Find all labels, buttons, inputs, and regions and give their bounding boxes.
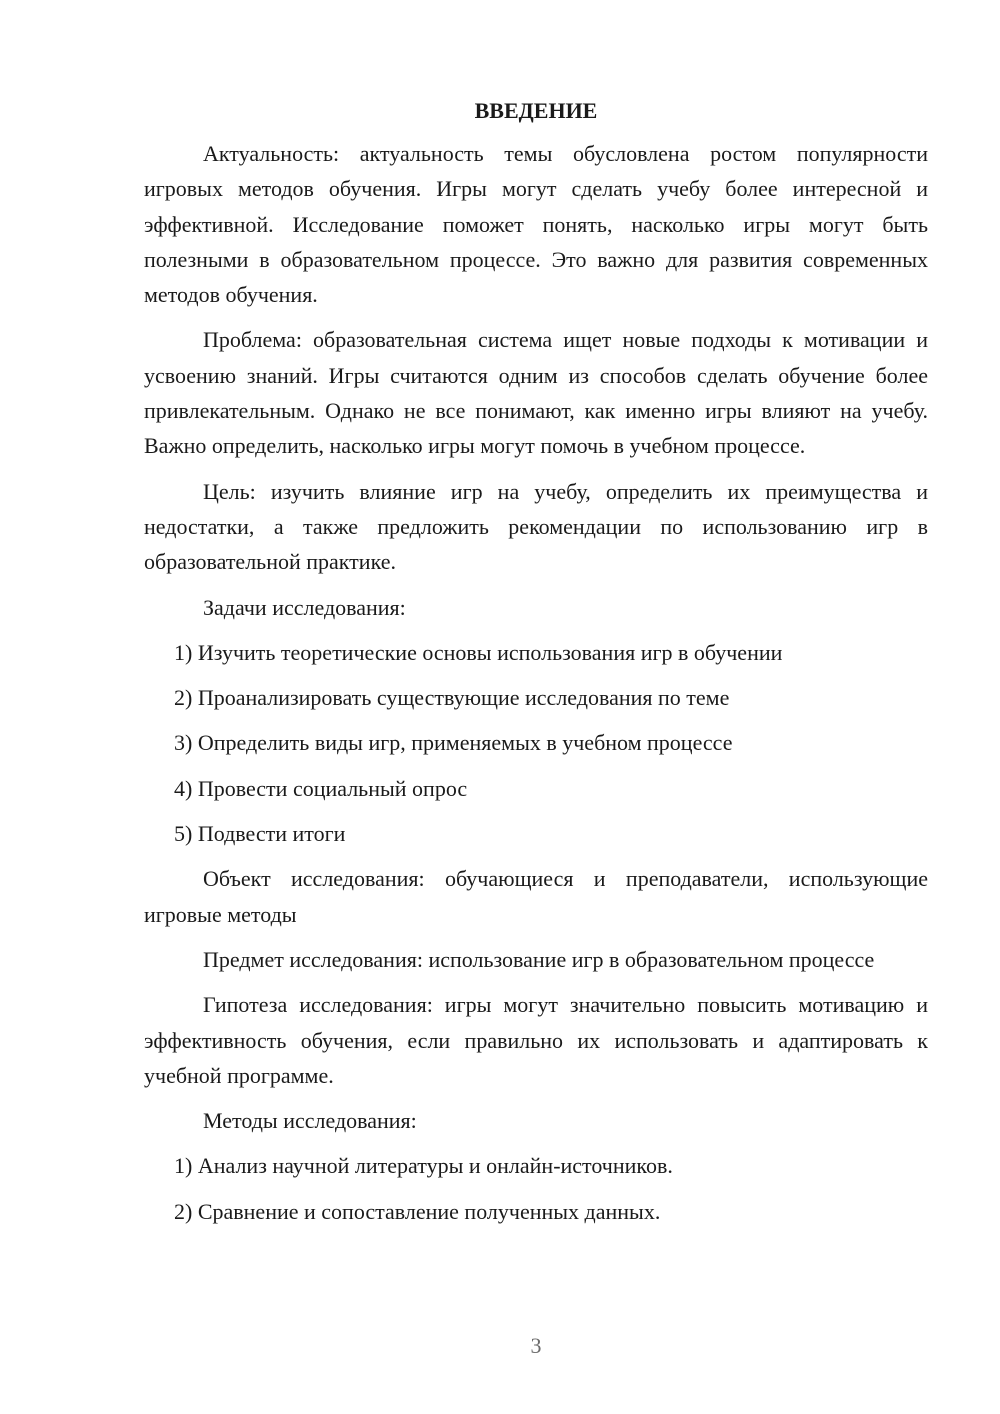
methods-list — [144, 1148, 928, 1229]
list-item: 1) Анализ научной литературы и онлайн-источников. — [174, 1153, 673, 1179]
list-item: 5) Подвести итоги — [174, 821, 346, 847]
list-item: 2) Сравнение и сопоставление полученных данных. — [174, 1198, 661, 1224]
list-item: 1) Изучить теоретические основы использования игр в обучении — [174, 639, 783, 665]
tasks-list — [144, 635, 928, 851]
page-content — [144, 96, 928, 1239]
list-item: 2) Проанализировать существующие исследования по теме — [174, 685, 730, 711]
methods-heading: Методы исследования: — [203, 1108, 417, 1134]
relevance-paragraph: Актуальность: актуальность темы обусловлена ростом популярности игровых методов обучения. Игры могут сделать учебу более интересной и эффективной. Исследование поможет понять, насколько игры могут быть полезными в образовательном процессе. Это важно для развития современных методов обучения. — [144, 141, 928, 308]
hypothesis-paragraph: Гипотеза исследования: игры могут значительно повысить мотивацию и эффективность обучения, если правильно их использовать и адаптировать к учебной программе. — [144, 992, 928, 1088]
object-paragraph: Объект исследования: обучающиеся и преподаватели, использующие игровые методы — [144, 866, 928, 927]
subject-paragraph: Предмет исследования: использование игр в образовательном процессе — [203, 946, 875, 972]
goal-paragraph: Цель: изучить влияние игр на учебу, определить их преимущества и недостатки, а также предложить рекомендации по использованию игр в образовательной практике. — [144, 478, 928, 575]
problem-paragraph: Проблема: образовательная система ищет новые подходы к мотивации и усвоению знаний. Игры считаются одним из способов сделать обучение более привлекательным. Однако не все понимают, как именно игры влияют на учебу. Важно определить, насколько игры могут помочь в учебном процессе. — [144, 327, 928, 459]
page-number: 3 — [530, 1333, 542, 1358]
list-item: 3) Определить виды игр, применяемых в учебном процессе — [174, 730, 733, 756]
list-item: 4) Провести социальный опрос — [174, 775, 468, 801]
tasks-heading: Задачи исследования: — [203, 594, 406, 620]
page-title: ВВЕДЕНИЕ — [474, 98, 598, 123]
